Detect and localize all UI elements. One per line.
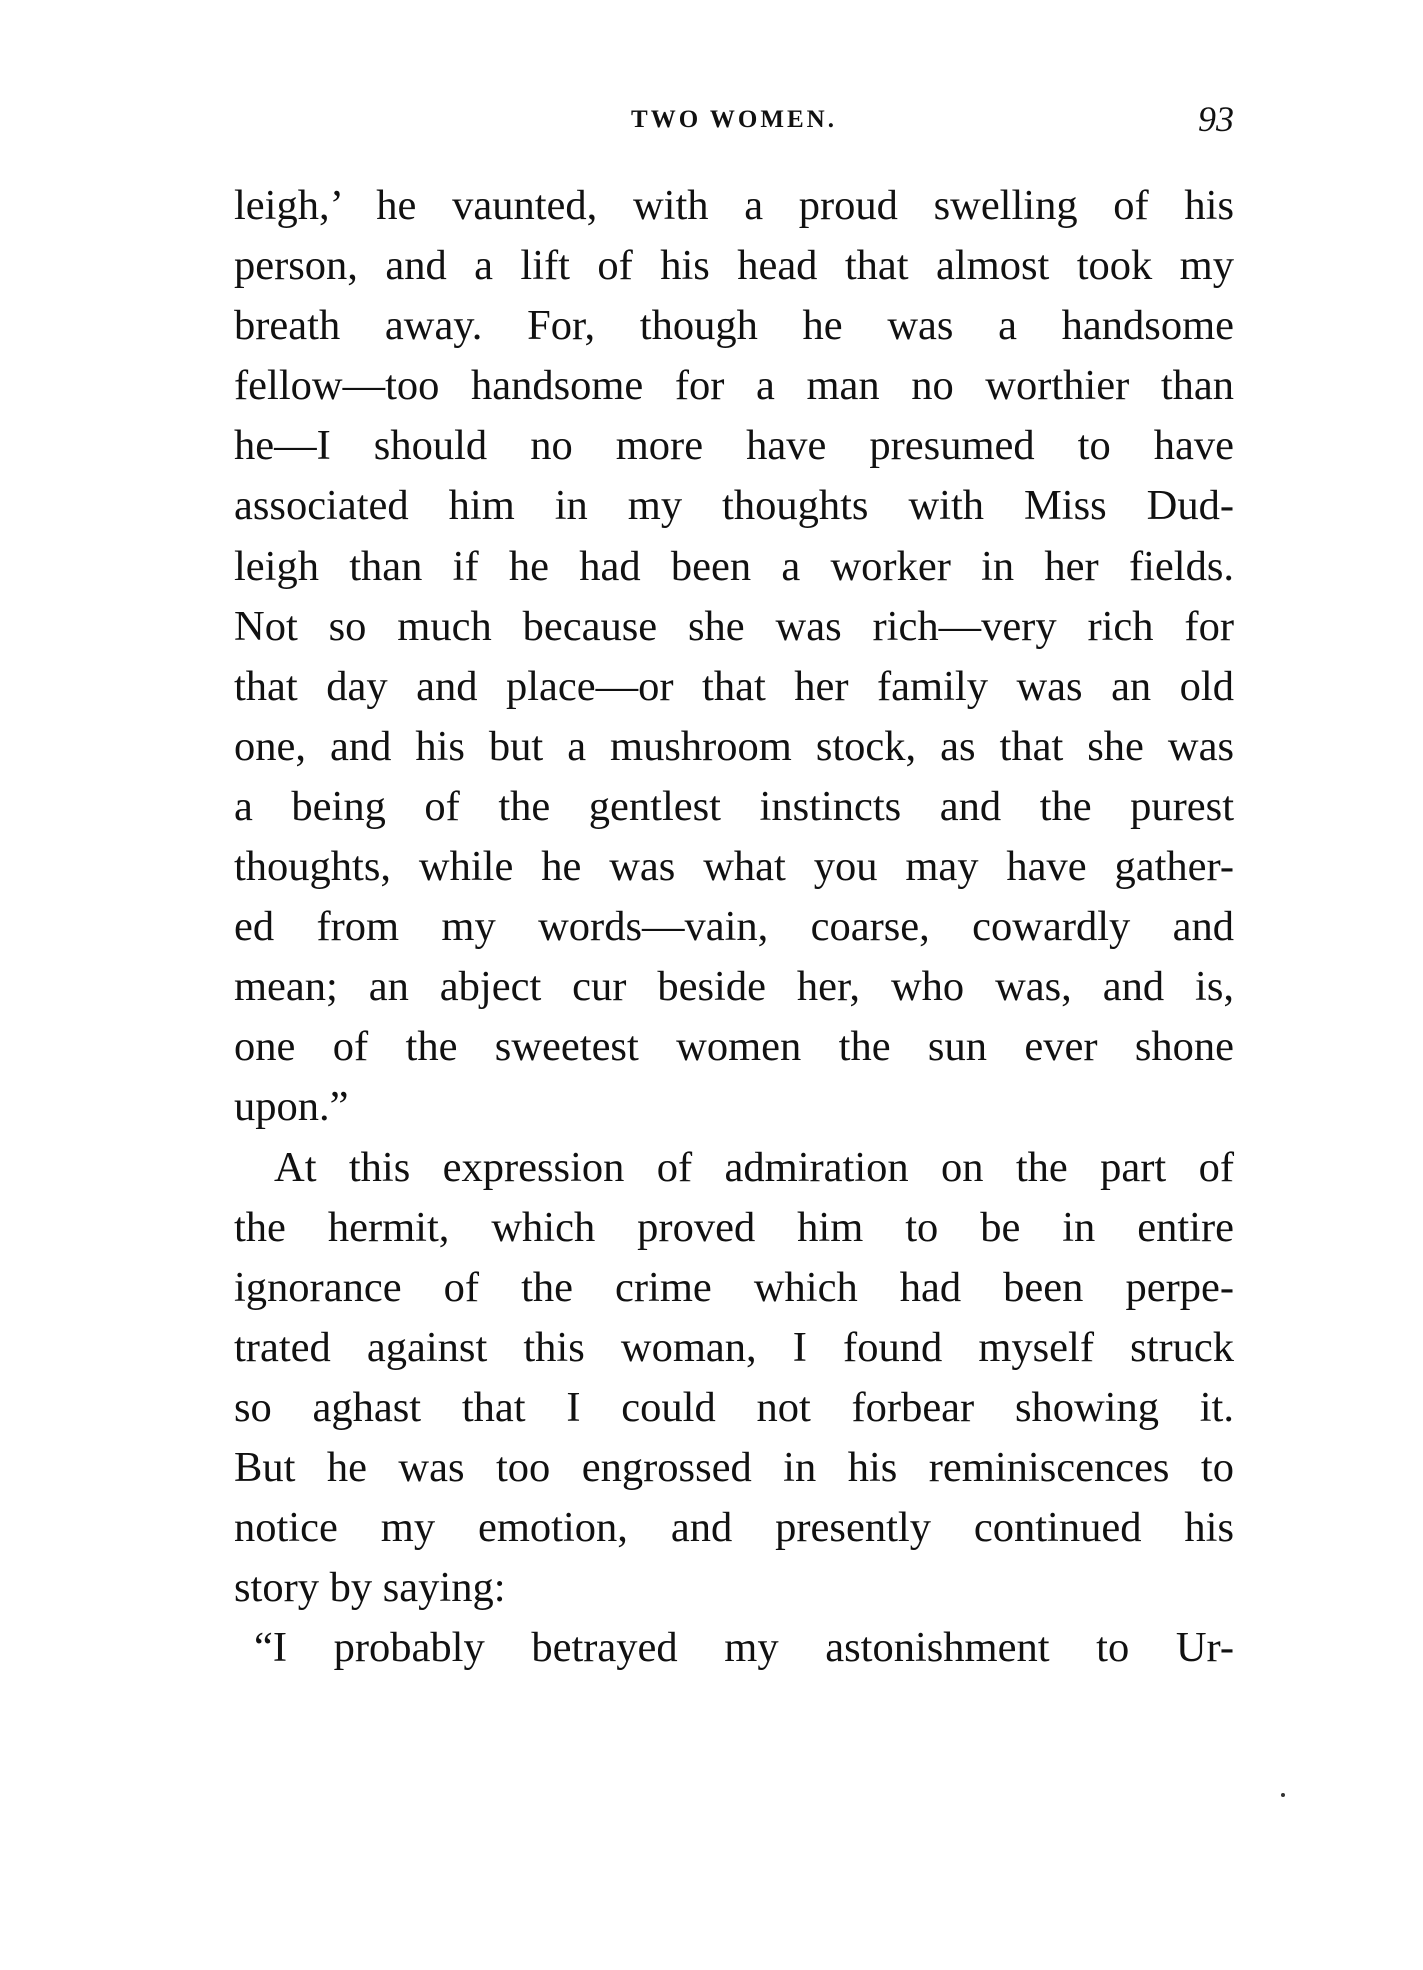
text-line: leigh than if he had been a worker in her fields. (234, 542, 1234, 590)
running-title: TWO WOMEN. (631, 106, 837, 133)
text-line: the hermit, which proved him to be in entire (234, 1203, 1234, 1251)
ink-speck (1281, 1793, 1285, 1797)
running-head (234, 98, 1234, 148)
text-line: one, and his but a mushroom stock, as that she was (234, 722, 1234, 770)
body-text (234, 176, 1234, 1678)
text-line: notice my emotion, and presently continued his (234, 1504, 1234, 1552)
paragraph-first-line: “I probably betrayed my astonishment to Ur- (254, 1624, 1234, 1672)
paragraph-first-line: At this expression of admiration on the part of (274, 1143, 1234, 1191)
text-line: associated him in my thoughts with Miss Dud- (234, 482, 1234, 530)
text-line: trated against this woman, I found myself struck (234, 1323, 1234, 1371)
page-number: 93 (1198, 99, 1234, 139)
text-line: person, and a lift of his head that almost took my (234, 242, 1234, 290)
text-line: so aghast that I could not forbear showing it. (234, 1383, 1234, 1431)
text-line: But he was too engrossed in his reminiscences to (234, 1443, 1234, 1491)
text-line: fellow—too handsome for a man no worthier than (234, 362, 1234, 410)
text-line: breath away. For, though he was a handsome (234, 302, 1234, 350)
text-line: story by saying: (234, 1564, 506, 1612)
text-line: upon.” (234, 1083, 349, 1131)
text-line: Not so much because she was rich—very rich for (234, 602, 1234, 650)
text-line: that day and place—or that her family was an old (234, 662, 1234, 710)
text-line: he—I should no more have presumed to have (234, 422, 1234, 470)
text-line: ed from my words—vain, coarse, cowardly and (234, 903, 1234, 951)
text-line: mean; an abject cur beside her, who was, and is, (234, 963, 1234, 1011)
text-line: ignorance of the crime which had been perpe- (234, 1263, 1234, 1311)
text-line: a being of the gentlest instincts and the purest (234, 782, 1234, 830)
text-line: thoughts, while he was what you may have gather- (234, 843, 1234, 891)
text-line: leigh,’ he vaunted, with a proud swelling of his (234, 182, 1234, 229)
text-line: one of the sweetest women the sun ever shone (234, 1023, 1234, 1071)
